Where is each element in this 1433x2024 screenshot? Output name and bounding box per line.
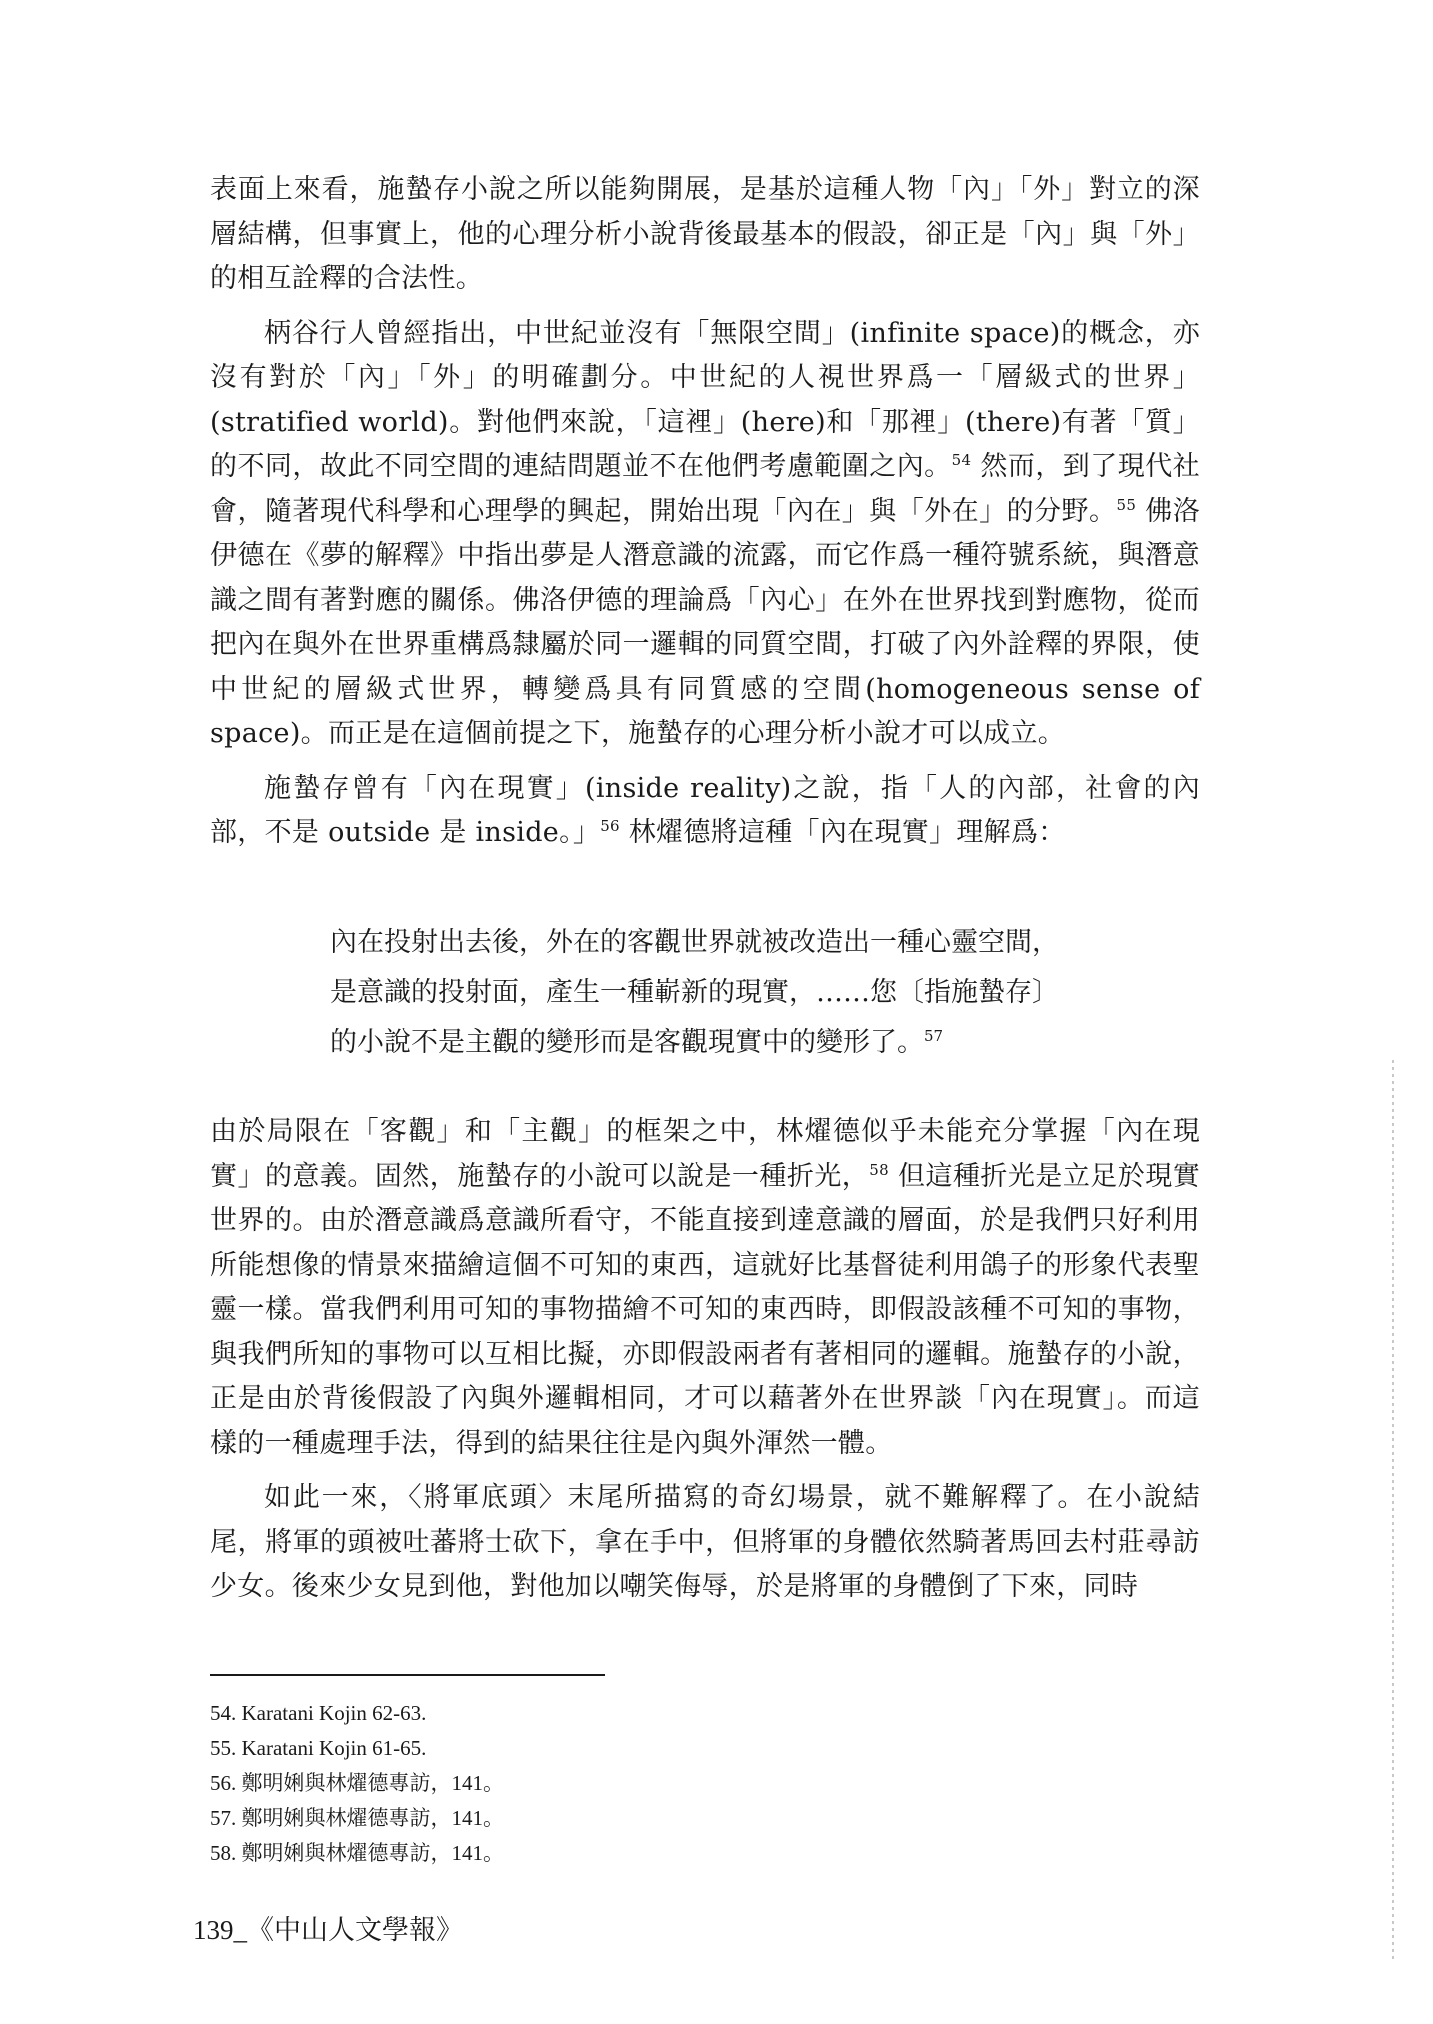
block-quote-line-2: 是意識的投射面，產生一種嶄新的現實，……您〔指施蟄存〕 (330, 977, 1059, 1008)
footnotes (210, 1696, 1010, 1871)
text-run: 林燿德將這種「內在現實」理解爲： (619, 817, 1066, 848)
text-run: 如此一來，〈將軍底頭〉末尾所描寫的奇幻場景，就不難解釋了。在小說結尾，將軍的頭被吐蕃將士砍下，拿在手中，但將軍的身體依然騎著馬回去村莊尋訪少女。後來少女見到他，對他加以嘲笑侮辱，於是將軍的身體倒了下來，同時 (210, 1482, 1200, 1602)
text-run: 施蟄存曾有「內在現實」(inside reality)之說，指「人的內部，社會的內部，不是 outside 是 inside。」 (210, 772, 1200, 848)
footnote-56: 56. 鄭明娳與林燿德專訪，141。 (210, 1771, 504, 1795)
footnote-ref-54: 54 (951, 451, 972, 469)
footnote-ref-55: 55 (1116, 495, 1137, 514)
text-run: 然而，到了現代社會，隨著現代科學和心理學的興起，開始出現「內在」與「外在」的分野。 (210, 451, 1200, 527)
upper-paragraph-2 (210, 312, 1200, 757)
footnote-57: 57. 鄭明娳與林燿德專訪，141。 (210, 1806, 504, 1830)
text-run: 表面上來看，施蟄存小說之所以能夠開展，是基於這種人物「內」「外」對立的深層結構，但事實上，他的心理分析小說背後最基本的假設，卻正是「內」與「外」的相互詮釋的合法性。 (210, 174, 1200, 294)
footnote-58: 58. 鄭明娳與林燿德專訪，141。 (210, 1841, 504, 1865)
lower-paragraph-2 (210, 1476, 1200, 1610)
footnote-ref-56: 56 (600, 817, 620, 835)
body-text-upper (210, 168, 1200, 866)
footnote-ref-57: 57 (924, 1027, 944, 1045)
block-quote (330, 918, 1150, 1068)
upper-paragraph-3 (210, 767, 1200, 856)
block-quote-line-3 (330, 1018, 1150, 1068)
scan-edge-mark (1392, 1060, 1394, 1960)
page-folio: 139_《中山人文學報》 (193, 1915, 463, 1945)
footnote-55: 55. Karatani Kojin 61-65. (210, 1736, 427, 1760)
upper-paragraph-1 (210, 168, 1200, 302)
body-text-lower (210, 1110, 1200, 1620)
footnote-54: 54. Karatani Kojin 62-63. (210, 1701, 427, 1725)
block-quote-line-1: 內在投射出去後，外在的客觀世界就被改造出一種心靈空間， (330, 927, 1059, 958)
block-quote-line-3-text: 的小說不是主觀的變形而是客觀現實中的變形了。 (330, 1027, 924, 1058)
lower-paragraph-1 (210, 1110, 1200, 1466)
footnote-divider (210, 1674, 605, 1676)
text-run: 但這種折光是立足於現實世界的。由於潛意識爲意識所看守，不能直接到達意識的層面，於是我們只好利用所能想像的情景來描繪這個不可知的東西，這就好比基督徒利用鴿子的形象代表聖靈一樣。當我們利用可知的事物描繪不可知的東西時，即假設該種不可知的事物，與我們所知的事物可以互相比擬，亦即假設兩者有著相同的邏輯。施蟄存的小說，正是由於背後假設了內與外邏輯相同，才可以藉著外在世界談「內在現實」。而這樣的一種處理手法，得到的結果往往是內與外渾然一體。 (210, 1160, 1200, 1459)
text-run: 佛洛伊德在《夢的解釋》中指出夢是人潛意識的流露，而它作爲一種符號系統，與潛意識之間有著對應的關係。佛洛伊德的理論爲「內心」在外在世界找到對應物，從而把內在與外在世界重構爲隸屬於同一邏輯的同質空間，打破了內外詮釋的界限，使中世紀的層級式世界，轉變爲具有同質感的空間(homogeneous sense of space)。而正是在這個前提之下，施蟄存的心理分析小說才可以成立。 (210, 495, 1200, 749)
footnote-ref-58: 58 (869, 1160, 889, 1179)
text-run: 由於局限在「客觀」和「主觀」的框架之中，林燿德似乎未能充分掌握「內在現實」的意義。固然，施蟄存的小說可以說是一種折光， (210, 1116, 1200, 1192)
text-run: 柄谷行人曾經指出，中世紀並沒有「無限空間」(infinite space)的概念，亦沒有對於「內」「外」的明確劃分。中世紀的人視世界爲一「層級式的世界」(stratified world)。對他們來說，「這裡」(here)和「那裡」(there)有著「質」的不同，故此不同空間的連結問題並不在他們考慮範圍之內。 (210, 317, 1200, 482)
